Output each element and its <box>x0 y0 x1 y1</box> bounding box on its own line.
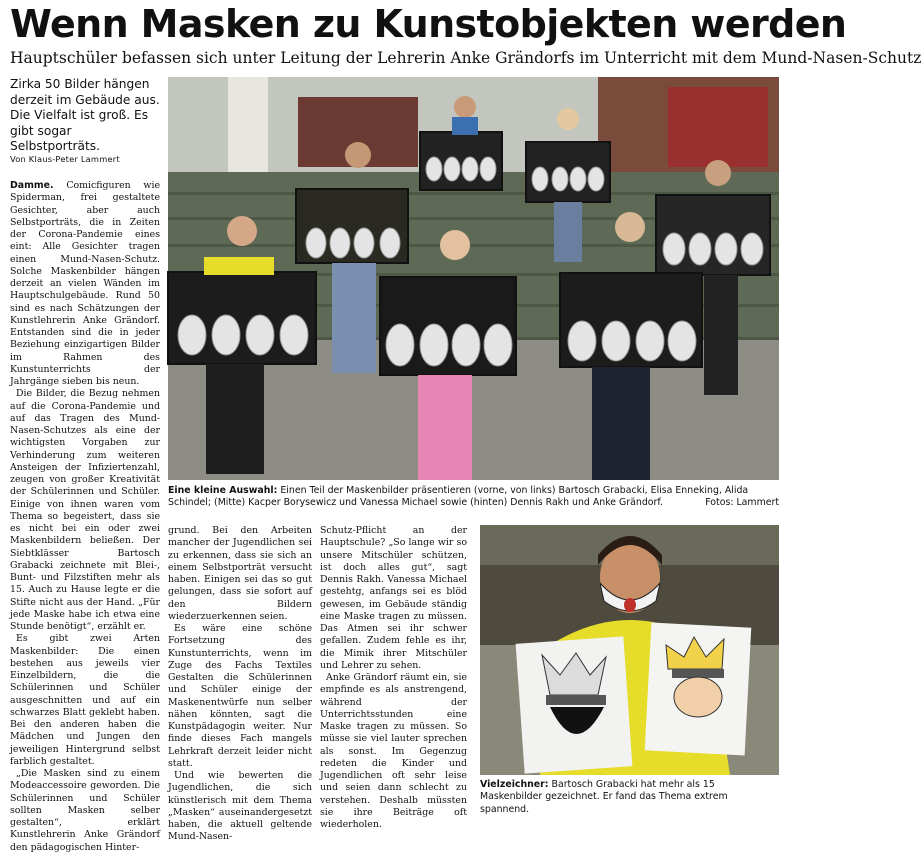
paragraph: grund. Bei den Arbeiten mancher der Jugendlichen sei zu erkennen, dass sie sich an einem Selbstporträt versucht haben. Einigen sei das so gut gelungen, dass sie sofort auf den Bildern wiederzuerkennen seien. <box>168 525 312 622</box>
paragraph: Und wie bewerten die Jugendlichen, die sich künstlerisch mit dem Thema „Masken“ auseinandergesetzt haben, die aktuell geltende Mund-Nasen- <box>168 770 312 843</box>
photo-caption-2 <box>480 779 779 816</box>
paragraph-text: Comicfiguren wie Spiderman, frei gestaltete Gesichter, aber auch Selbstporträts, die in Zeiten der Corona-Pandemie eines eint: Alle Gesichter tragen einen Mund-Nasen-Schutz. Solche Maskenbilder hängen derzeit an vielen Wänden im Hauptschulgebäude. Rund 50 sind es nach Schätzungen der Kunstlehrerin Anke Grändorf. Entstanden sind die in jeder Beziehung einzigartigen Bilder im Rahmen des Kunstunterrichts der Jahrgänge sieben bis neun. <box>10 180 160 387</box>
byline: Von Klaus-Peter Lammert <box>10 154 120 164</box>
paragraph: Die Bilder, die Bezug nehmen auf die Corona-Pandemie und auf das Tragen des Mund-Nasen-Schutzes als eine der wichtigsten Vorgaben zur Verhinderung zum weiteren Ansteigen der Infiziertenzahl, zeugen von großer Kreativität der Schülerinnen und Schüler. Einige von ihnen waren vom Thema so begeistert, dass sie es nicht bei ein oder zwei Maskenbildern beließen. Der Siebtklässer Bartosch Grabacki zeichnete mit Blei-, Bunt- und Filzstiften mehr als 15. Auch zu Hause legte er die Stifte nicht aus der Hand. „Für jede Maske habe ich etwa eine Stunde benötigt“, erzählt er. <box>10 388 160 632</box>
photo-credit: Fotos: Lammert <box>705 497 779 509</box>
column-1 <box>10 180 160 853</box>
group-photo-illustration <box>168 77 779 480</box>
paragraph: Schutz-Pflicht an der Hauptschule? „So lange wir so unsere Mitschüler schützen, ist doch alles gut“, sagt Dennis Rakh. Vanessa Michael gestehtg, anfangs sei es blöd gewesen, im Gebäude ständig eine Maske tragen zu müssen. Das Atmen sei ihr schwer gefallen. Zudem fehle es ihr, die Mimik ihrer Mitschüler und Lehrer zu sehen. <box>320 525 467 671</box>
caption-text: Einen Teil der Maskenbilder präsentieren (vorne, von links) Bartosch Grabacki, Elisa Enneking, Alida Schindel; (Mitte) Kacper Borysewicz und Vanessa Michael sowie (hinten) Dennis Rakh und Anke Grändorf. <box>168 485 749 509</box>
subhead: Hauptschüler befassen sich unter Leitung der Lehrerin Anke Grändorfs im Unterricht mit dem Mund-Nasen-Schutz <box>10 49 921 67</box>
column-2 <box>168 525 312 843</box>
dateline: Damme. <box>10 180 54 191</box>
group-photo <box>168 77 779 480</box>
caption-label: Vielzeichner: <box>480 779 549 790</box>
column-3 <box>320 525 467 830</box>
paragraph: Es gibt zwei Arten Maskenbilder: Die einen bestehen aus jeweils vier Einzelbildern, die die Schülerinnen und Schüler ausgeschnitten und auf ein schwarzes Blatt geklebt haben. Bei den anderen haben die Mädchen und Jungen den jeweiligen Hintergrund selbst farblich gestaltet. <box>10 633 160 767</box>
paragraph: „Die Masken sind zu einem Modeaccessoire geworden. Die Schülerinnen und Schüler sollten Masken selber gestalten“, erklärt Kunstlehrerin Anke Grändorf den pädagogischen Hinter- <box>10 768 160 853</box>
photo-caption-1 <box>168 485 779 510</box>
paragraph <box>10 180 160 388</box>
caption-label: Eine kleine Auswahl: <box>168 485 278 496</box>
paragraph: Anke Grändorf räumt ein, sie empfinde es als anstrengend, während der Unterrichtsstunden eine Maske tragen zu müssen. So müsse sie viel lauter sprechen als sonst. Im Gegenzug redeten die Kinder und Jugendlichen oft sehr leise und seien dann schlecht zu verstehen. Deshalb müssten sie ihre Beiträge oft wiederholen. <box>320 672 467 830</box>
portrait-photo-illustration <box>480 525 779 775</box>
teaser: Zirka 50 Bilder hängen derzeit im Gebäude aus. Die Vielfalt ist groß. Es gibt sogar Selbstporträts. <box>10 77 160 154</box>
portrait-photo <box>480 525 779 775</box>
paragraph: Es wäre eine schöne Fortsetzung des Kunstunterrichts, wenn im Zuge des Fachs Textiles Gestalten die Schülerinnen und Schüler einige der Maskenentwürfe nun selber nähen könnten, sagt die Kunstpädagogin weiter. Nur finde dieses Fach mangels Lehrkraft derzeit leider nicht statt. <box>168 623 312 769</box>
caption-text: Bartosch Grabacki hat mehr als 15 Maskenbilder gezeichnet. Er fand das Thema extrem spannend. <box>480 779 728 815</box>
headline: Wenn Masken zu Kunstobjekten werden <box>10 2 847 46</box>
